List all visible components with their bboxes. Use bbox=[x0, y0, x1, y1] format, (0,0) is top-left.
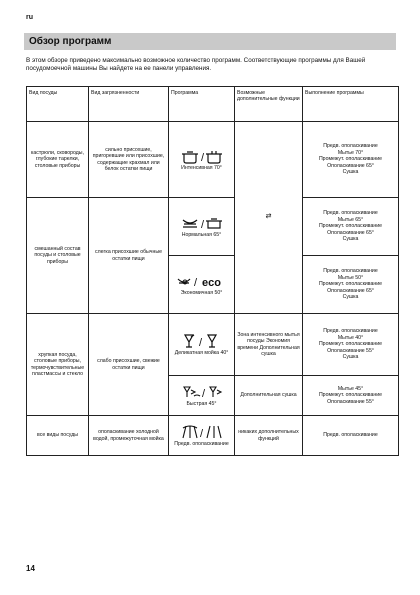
program-cell bbox=[169, 256, 235, 314]
section-title: Обзор программ bbox=[24, 33, 396, 50]
result-step: Промежут. ополаскивание bbox=[318, 223, 383, 230]
program-cell bbox=[169, 416, 235, 456]
program-cell bbox=[169, 314, 235, 376]
result-cell bbox=[303, 198, 399, 256]
program-name: Быстрая 45° bbox=[186, 400, 217, 407]
result-step: Промежут. ополаскивание bbox=[318, 281, 383, 288]
program-cell bbox=[169, 122, 235, 198]
rinse-icon bbox=[180, 424, 224, 440]
result-step: Мытье 50° bbox=[337, 274, 364, 281]
col-header-options: Возможные дополнительные функции bbox=[235, 87, 303, 122]
result-step: Сушка bbox=[342, 354, 359, 361]
symbol-separator: / bbox=[193, 276, 197, 289]
result-step: Сушка bbox=[342, 169, 359, 176]
col-header-program: Программа bbox=[169, 87, 235, 122]
result-step: Предв. ополаскивание bbox=[323, 143, 378, 150]
plate-stack-icon bbox=[180, 215, 224, 231]
result-step: Предв. ополаскивание bbox=[323, 432, 378, 439]
quick-icon bbox=[180, 384, 224, 400]
col-header-dishes: Вид посуды bbox=[27, 87, 89, 122]
result-step: Предв. ополаскивание bbox=[323, 210, 378, 217]
result-step: Ополаскивание 55° bbox=[327, 347, 374, 354]
result-step: Промежут. ополаскивание bbox=[318, 156, 383, 163]
options-cell-rinse: никаких дополнительных функций bbox=[235, 416, 303, 456]
eco-label: eco bbox=[201, 276, 221, 289]
symbol-separator: / bbox=[201, 387, 205, 400]
soil-cell: слабо присохшие, свежие остатки пищи bbox=[89, 314, 169, 416]
table-row bbox=[27, 198, 399, 256]
result-step: Мытье 70° bbox=[337, 149, 364, 156]
symbol-separator: / bbox=[199, 427, 203, 440]
col-header-soil: Вид загрязненности bbox=[89, 87, 169, 122]
page-number: 14 bbox=[26, 564, 35, 573]
eco-icon bbox=[175, 273, 229, 289]
result-step: Ополаскивание 65° bbox=[327, 229, 374, 236]
soil-cell: ополаскивание холодной водой, промежуточная мойка bbox=[89, 416, 169, 456]
table-row bbox=[27, 122, 399, 198]
result-step: Сушка bbox=[342, 236, 359, 243]
program-cell bbox=[169, 198, 235, 256]
dishes-cell: хрупкая посуда, столовые приборы, термочувствительные пластмассы и стекло bbox=[27, 314, 89, 416]
language-code: ru bbox=[26, 14, 33, 21]
result-step: Сушка bbox=[342, 294, 359, 301]
result-cell bbox=[303, 376, 399, 416]
symbol-separator: / bbox=[200, 218, 204, 231]
table-row bbox=[27, 314, 399, 376]
result-cell bbox=[303, 314, 399, 376]
program-name: Интенсивная 70° bbox=[181, 164, 222, 171]
result-cell bbox=[303, 416, 399, 456]
options-cell-quick: Дополнительная сушка bbox=[235, 376, 303, 416]
dishes-cell: кастрюли, сковороды, глубокие тарелки, столовые приборы bbox=[27, 122, 89, 198]
program-name: Деликатная мойка 40° bbox=[174, 349, 229, 356]
result-step: Ополаскивание 65° bbox=[327, 162, 374, 169]
result-cell bbox=[303, 122, 399, 198]
table-header-row bbox=[27, 87, 399, 122]
soil-cell: сильно присохшие, пригоревшие или присохшие, содержащие крахмал или белок остатки пищи bbox=[89, 122, 169, 198]
result-step: Промежут. ополаскивание bbox=[318, 341, 383, 348]
program-table bbox=[26, 86, 399, 456]
soil-cell: слегка присохшие обычные остатки пищи bbox=[89, 198, 169, 314]
result-step: Предв. ополаскивание bbox=[323, 328, 378, 335]
options-cell-shared bbox=[235, 122, 303, 314]
result-step: Мытье 65° bbox=[337, 216, 364, 223]
result-step: Мытье 40° bbox=[337, 334, 364, 341]
dishes-cell: смешанный состав посуды и столовые приборы bbox=[27, 198, 89, 314]
result-step: Промежут. ополаскивание bbox=[318, 392, 383, 399]
result-step: Ополаскивание 65° bbox=[327, 287, 374, 294]
program-name: Предв. ополаскивание bbox=[174, 440, 229, 447]
option-arrows-icon: ⇄ bbox=[265, 213, 272, 221]
symbol-separator: / bbox=[198, 336, 202, 349]
result-cell bbox=[303, 256, 399, 314]
glass-icon bbox=[180, 333, 224, 349]
options-cell-delicate: Зона интенсивного мытья посуды Экономия времени Дополнительная сушка bbox=[235, 314, 303, 376]
intro-text: В этом обзоре приведено максимально возможное количество программ. Соответствующие программы для Вашей посудомоечной машины Вы найдете на ее панели управления. bbox=[26, 57, 366, 72]
result-step: Предв. ополаскивание bbox=[323, 268, 378, 275]
dishes-cell: все виды посуды bbox=[27, 416, 89, 456]
col-header-sequence: Выполнение программы bbox=[303, 87, 399, 122]
program-name: Нормальная 65° bbox=[181, 231, 222, 238]
result-step: Ополаскивание 55° bbox=[327, 398, 374, 405]
program-name: Экономичная 50° bbox=[180, 289, 223, 296]
program-cell bbox=[169, 376, 235, 416]
pot-pan-icon bbox=[180, 148, 224, 164]
table-row bbox=[27, 416, 399, 456]
symbol-separator: / bbox=[200, 151, 204, 164]
result-step: Мытье 45° bbox=[337, 385, 364, 392]
